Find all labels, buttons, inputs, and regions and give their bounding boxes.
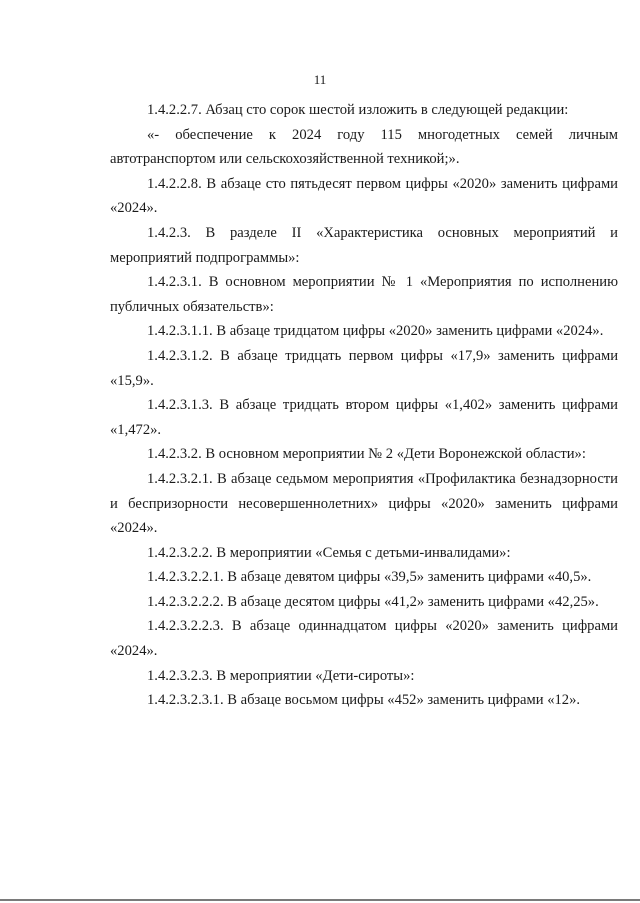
paragraph-1-4-2-3-1: 1.4.2.3.1. В основном мероприятии № 1 «Мероприятия по исполнению публичных обязательств»: (110, 274, 618, 315)
paragraph-1-4-2-3-2-1: 1.4.2.3.2.1. В абзаце седьмом мероприятия «Профилактика безнадзорности и беспризорности несовершеннолетних» цифры «2020» заменить цифрами «2024». (110, 470, 618, 537)
paragraph-1-4-2-3-2-3: 1.4.2.3.2.3. В мероприятии «Дети-сироты»: (147, 667, 415, 684)
paragraph-1-4-2-3-2-2-1: 1.4.2.3.2.2.1. В абзаце девятом цифры «39,5» заменить цифрами «40,5». (147, 569, 592, 586)
paragraph-1-4-2-3-1-1: 1.4.2.3.1.1. В абзаце тридцатом цифры «2020» заменить цифрами «2024». (147, 323, 604, 340)
paragraph-1-4-2-2-8: 1.4.2.2.8. В абзаце сто пятьдесят первом цифры «2020» заменить цифрами «2024». (110, 175, 618, 217)
paragraph-1-4-2-3-1-2: 1.4.2.3.1.2. В абзаце тридцать первом цифры «17,9» заменить цифрами «15,9». (110, 347, 618, 389)
page-number: 11 (313, 72, 327, 87)
paragraph-1-4-2-2-7: 1.4.2.2.7. Абзац сто сорок шестой изложить в следующей редакции: (147, 102, 569, 118)
paragraph-1-4-2-3-1-3: 1.4.2.3.1.3. В абзаце тридцать втором цифры «1,402» заменить цифрами «1,472». (110, 397, 618, 438)
paragraph-1-4-2-3-2-3-1: 1.4.2.3.2.3.1. В абзаце восьмом цифры «452» заменить цифрами «12». (147, 692, 581, 709)
page-bottom-edge (0, 899, 640, 901)
paragraph-1-4-2-3-2: 1.4.2.3.2. В основном мероприятии № 2 «Дети Воронежской области»: (147, 446, 586, 463)
paragraph-1-4-2-3-2-2-3: 1.4.2.3.2.2.3. В абзаце одиннадцатом цифры «2020» заменить цифрами «2024». (110, 618, 618, 660)
paragraph-quoted-provision: «- обеспечение к 2024 году 115 многодетных семей личным автотранспортом или сельскохозяйственной техникой;». (110, 126, 618, 168)
paragraph-1-4-2-3-2-2-2: 1.4.2.3.2.2.2. В абзаце десятом цифры «41,2» заменить цифрами «42,25». (147, 593, 599, 610)
document-body (110, 98, 618, 713)
paragraph-1-4-2-3: 1.4.2.3. В разделе II «Характеристика основных мероприятий и мероприятий подпрограммы»: (110, 224, 618, 266)
paragraph-1-4-2-3-2-2: 1.4.2.3.2.2. В мероприятии «Семья с детьми-инвалидами»: (147, 544, 511, 561)
